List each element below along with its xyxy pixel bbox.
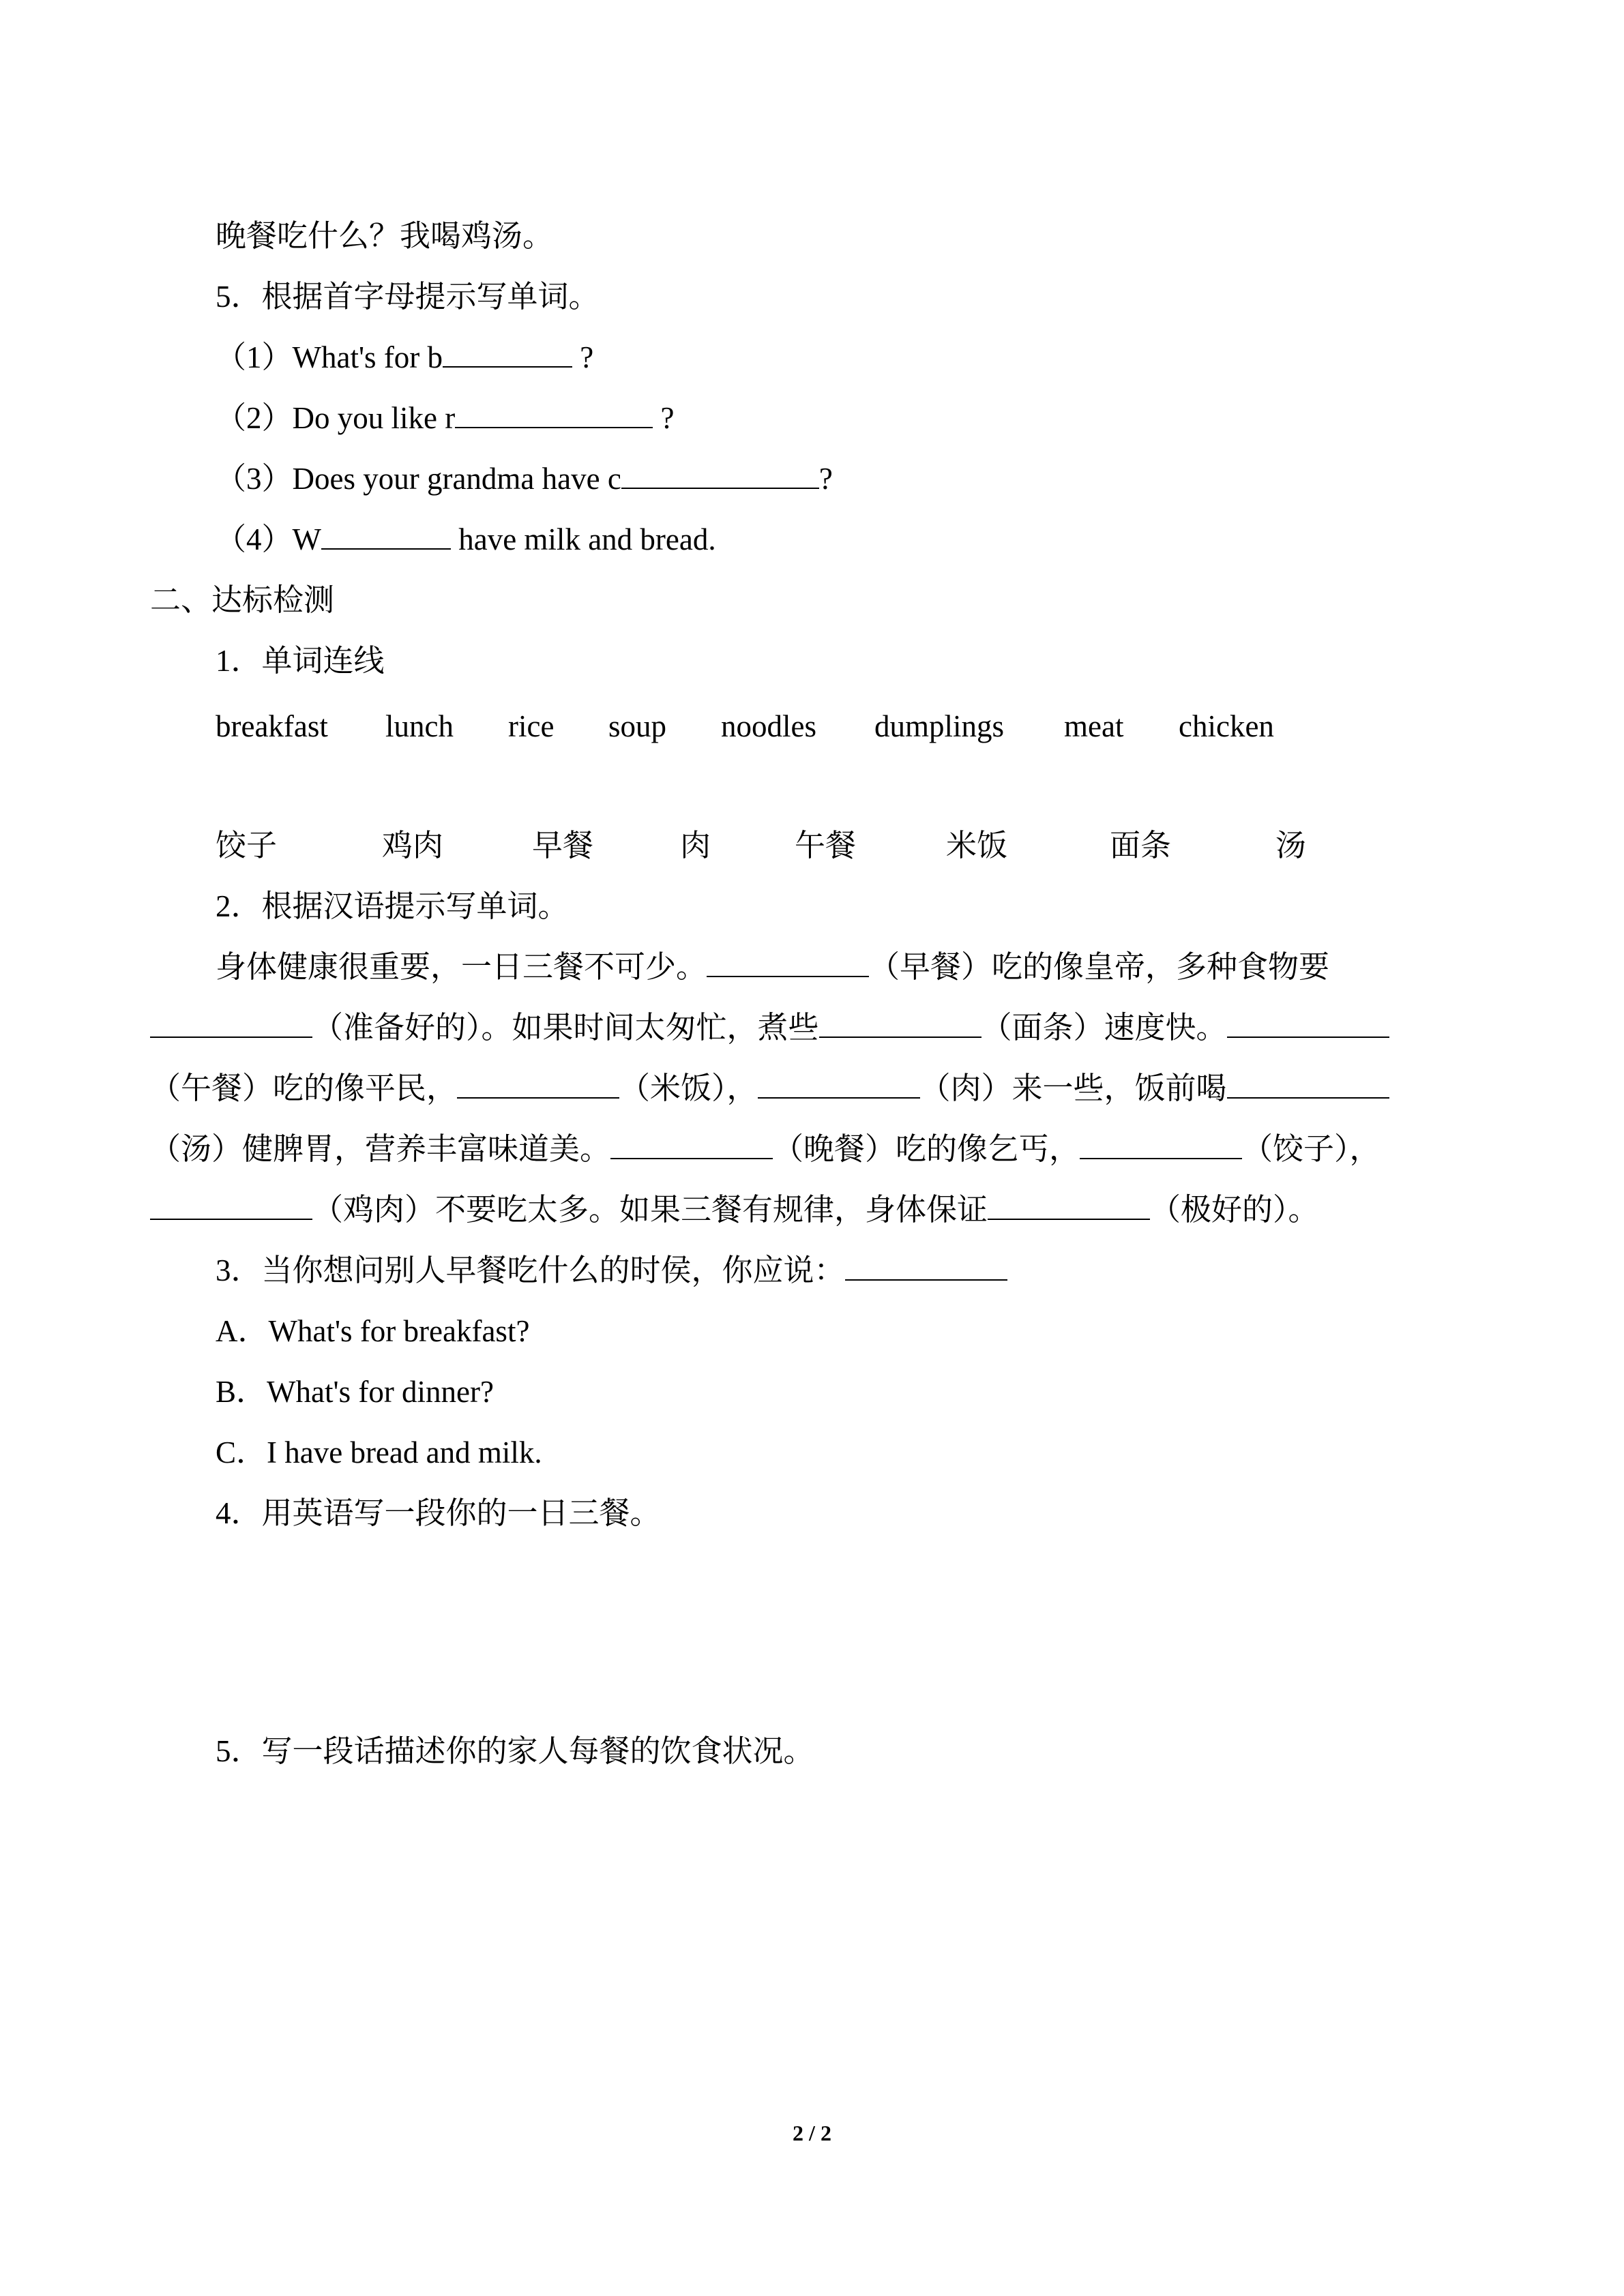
passage-text: （极好的）。 [1150, 1193, 1319, 1227]
answer-blank[interactable] [988, 1190, 1150, 1220]
match-word[interactable]: 午餐 [795, 829, 857, 863]
item-prefix: （1）What's for b [216, 340, 443, 374]
passage-text: （早餐）吃的像皇帝，多种食物要 [869, 950, 1330, 984]
item-suffix: have milk and bread. [450, 522, 716, 556]
passage-text: （肉）来一些，饭前喝 [919, 1071, 1227, 1105]
item-suffix: ? [818, 462, 833, 496]
passage-line [150, 1129, 1381, 1169]
match-word[interactable]: 饺子 [216, 829, 278, 863]
fill-item [216, 519, 716, 560]
passage-text: （米饭）， [619, 1071, 758, 1105]
item-prefix: （2）Do you like r [216, 401, 456, 435]
match-word[interactable]: rice [508, 709, 555, 743]
item-suffix: ? [572, 340, 594, 374]
match-word[interactable]: 肉 [680, 829, 711, 863]
passage-text: （面条）速度快。 [981, 1011, 1227, 1045]
answer-blank[interactable] [610, 1129, 773, 1159]
match-word[interactable]: dumplings [874, 709, 1005, 743]
passage-text: （汤）健脾胃，营养丰富味道美。 [150, 1132, 611, 1166]
fill-item [216, 458, 833, 499]
question-title [216, 1250, 1007, 1291]
passage-text: （晚餐）吃的像乞丐， [773, 1132, 1080, 1166]
item-suffix: ? [653, 401, 675, 435]
answer-blank[interactable] [621, 459, 819, 489]
match-word[interactable]: lunch [385, 709, 454, 743]
question-title: 2．根据汉语提示写单词。 [216, 889, 569, 923]
item-prefix: （4）W [216, 522, 321, 556]
passage-line [150, 1007, 1389, 1048]
match-word[interactable]: meat [1064, 709, 1124, 743]
passage-text: （午餐）吃的像平民， [150, 1071, 458, 1105]
passage-text: 身体健康很重要，一日三餐不可少。 [216, 950, 707, 984]
answer-blank[interactable] [1227, 1008, 1389, 1038]
answer-blank[interactable] [443, 338, 572, 368]
text-line: 晚餐吃什么？我喝鸡汤。 [216, 219, 554, 253]
fill-item [216, 398, 674, 438]
passage-line [150, 1068, 1389, 1109]
answer-blank[interactable] [1080, 1129, 1242, 1159]
answer-blank[interactable] [758, 1069, 920, 1099]
match-word[interactable]: 面条 [1110, 829, 1172, 863]
passage-line [150, 1189, 1319, 1230]
answer-blank[interactable] [150, 1008, 312, 1038]
question-title: 1．单词连线 [216, 644, 385, 678]
section-title: 二、达标检测 [150, 583, 335, 617]
option-a[interactable]: A．What's for breakfast? [216, 1314, 530, 1348]
match-word[interactable]: breakfast [216, 709, 328, 743]
fill-item [216, 337, 593, 378]
answer-blank[interactable] [455, 398, 653, 428]
answer-blank[interactable] [321, 520, 451, 550]
option-b[interactable]: B．What's for dinner? [216, 1375, 494, 1409]
match-word[interactable]: 汤 [1275, 829, 1307, 863]
match-word[interactable]: soup [608, 709, 667, 743]
item-prefix: （3）Does your grandma have c [216, 462, 621, 496]
match-word[interactable]: chicken [1179, 709, 1274, 743]
question-text: 3．当你想问别人早餐吃什么的时侯，你应说： [216, 1253, 845, 1287]
answer-blank[interactable] [457, 1069, 619, 1099]
answer-blank[interactable] [707, 947, 869, 977]
answer-blank[interactable] [1227, 1069, 1389, 1099]
match-word[interactable]: 早餐 [532, 829, 594, 863]
option-c[interactable]: C．I have bread and milk. [216, 1435, 542, 1470]
answer-blank[interactable] [150, 1190, 312, 1220]
page-number: 2 / 2 [793, 2121, 831, 2145]
answer-blank[interactable] [845, 1251, 1007, 1281]
match-word[interactable]: 鸡肉 [382, 829, 444, 863]
match-word[interactable]: noodles [721, 709, 816, 743]
question-title: 4．用英语写一段你的一日三餐。 [216, 1496, 661, 1530]
question-title: 5．写一段话描述你的家人每餐的饮食状况。 [216, 1734, 814, 1768]
match-word[interactable]: 米饭 [946, 829, 1008, 863]
question-title: 5．根据首字母提示写单词。 [216, 280, 600, 314]
passage-line [216, 946, 1329, 987]
answer-blank[interactable] [819, 1008, 981, 1038]
passage-text: （鸡肉）不要吃太多。如果三餐有规律，身体保证 [312, 1193, 988, 1227]
passage-text: （准备好的）。如果时间太匆忙，煮些 [312, 1011, 819, 1045]
passage-text: （饺子）， [1242, 1132, 1381, 1166]
